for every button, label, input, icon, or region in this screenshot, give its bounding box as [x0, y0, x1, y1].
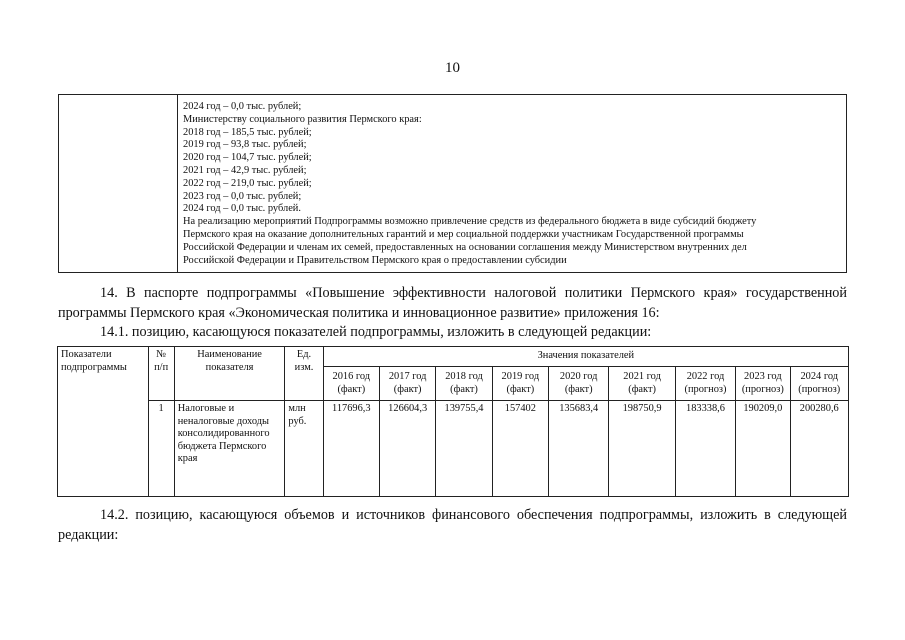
row-number-cell: 1 — [148, 401, 174, 497]
value-cell: 183338,6 — [675, 401, 735, 497]
funding-line: Министерству социального развития Пермского края: — [183, 113, 422, 125]
year-header-cell: 2020 год (факт) — [549, 367, 609, 401]
value-cell: 135683,4 — [549, 401, 609, 497]
funding-line: На реализацию мероприятий Подпрограммы возможно привлечение средств из федерального бюджета в виде субсидий бюджету — [183, 216, 757, 228]
paragraph-14-1: 14.1. позицию, касающуюся показателей подпрограммы, изложить в следующей редакции: — [100, 324, 652, 340]
row-unit-cell: млн руб. — [285, 401, 323, 497]
funding-line: 2020 год – 104,7 тыс. рублей; — [183, 152, 312, 164]
value-cell: 126604,3 — [379, 401, 435, 497]
indicators-header-cell: Показатели подпрограммы — [58, 347, 149, 497]
funding-line: 2024 год – 0,0 тыс. рублей; — [183, 101, 302, 112]
funding-line: 2024 год – 0,0 тыс. рублей. — [183, 203, 301, 215]
indicators-table — [57, 346, 849, 497]
value-cell: 190209,0 — [736, 401, 790, 497]
year-header-cell: 2024 год (прогноз) — [790, 367, 849, 401]
funding-line: 2023 год – 0,0 тыс. рублей; — [183, 190, 302, 202]
year-header-cell: 2023 год (прогноз) — [736, 367, 790, 401]
value-cell: 198750,9 — [609, 401, 675, 497]
year-header-cell: 2016 год (факт) — [323, 367, 379, 401]
year-header-cell: 2021 год (факт) — [609, 367, 675, 401]
funding-text-box — [58, 94, 847, 273]
values-header-cell: Значения показателей — [323, 347, 848, 367]
funding-line: Пермского края на оказание дополнительных гарантий и мер социальной поддержки участникам Государственной программы — [183, 228, 744, 240]
funding-line: 2018 год – 185,5 тыс. рублей; — [183, 126, 312, 138]
year-header-cell: 2018 год (факт) — [436, 367, 492, 401]
name-header-cell: Наименование показателя — [174, 347, 285, 401]
value-cell: 117696,3 — [323, 401, 379, 497]
unit-header-cell: Ед. изм. — [285, 347, 323, 401]
funding-lines — [183, 101, 838, 267]
paragraph-14: 14. В паспорте подпрограммы «Повышение эффективности налоговой политики Пермского края» государственной программы Пермского края «Экономическая политика и инновационное развитие» приложения 16: — [58, 285, 847, 321]
year-header-cell: 2022 год (прогноз) — [675, 367, 735, 401]
funding-line: 2022 год – 219,0 тыс. рублей; — [183, 177, 312, 189]
table-row — [58, 401, 849, 497]
row-name-cell: Налоговые и неналоговые доходы консолидированного бюджета Пермского края — [174, 401, 285, 497]
page-number: 10 — [445, 60, 460, 76]
year-header-cell: 2019 год (факт) — [492, 367, 548, 401]
value-cell: 200280,6 — [790, 401, 849, 497]
number-header-cell: № п/п — [148, 347, 174, 401]
funding-line: 2021 год – 42,9 тыс. рублей; — [183, 164, 307, 176]
value-cell: 157402 — [492, 401, 548, 497]
funding-line: 2019 год – 93,8 тыс. рублей; — [183, 139, 307, 151]
funding-line: Российской Федерации и Правительством Пермского края о предоставлении субсидии — [183, 254, 567, 266]
value-cell: 139755,4 — [436, 401, 492, 497]
paragraph-14-2: 14.2. позицию, касающуюся объемов и источников финансового обеспечения подпрограммы, изложить в следующей редакции: — [58, 507, 847, 543]
funding-line: Российской Федерации и членам их семей, предоставленных на основании соглашения между Министерством внутренних дел — [183, 241, 747, 253]
box-column-divider — [177, 95, 178, 272]
year-header-cell: 2017 год (факт) — [379, 367, 435, 401]
